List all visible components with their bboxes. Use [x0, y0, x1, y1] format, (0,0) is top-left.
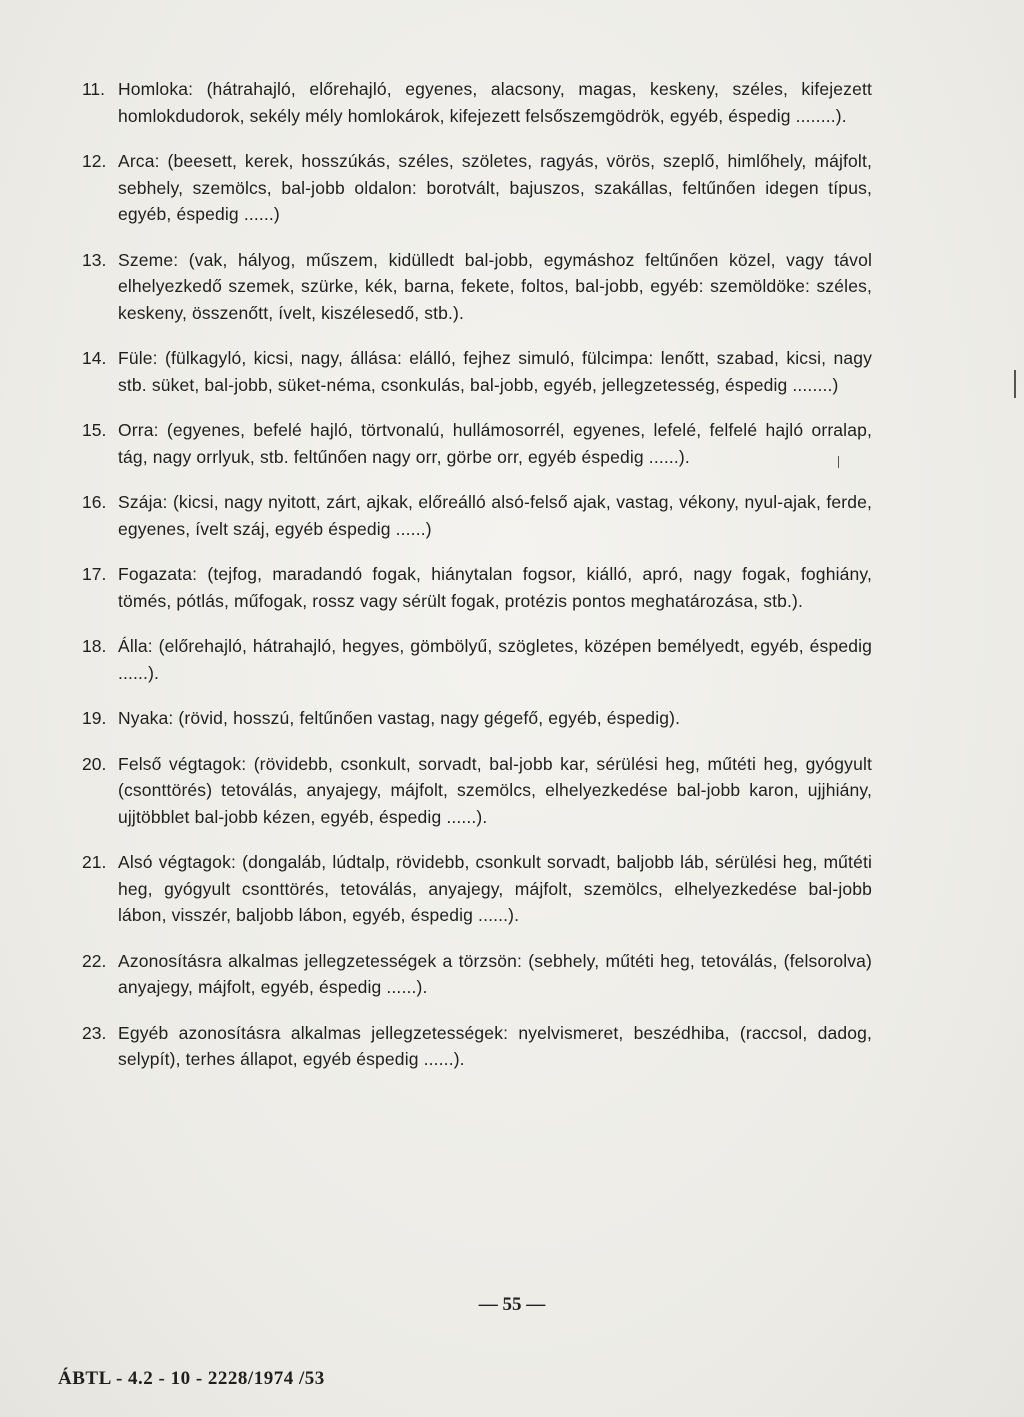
- list-item: [82, 705, 872, 732]
- list-item: [82, 948, 872, 1001]
- margin-mark: [1014, 370, 1016, 398]
- item-text: [118, 948, 872, 1001]
- item-number: 12.: [82, 151, 107, 171]
- list-item: [82, 76, 872, 129]
- item-text: [118, 148, 872, 228]
- item-number: 20.: [82, 753, 107, 774]
- item-body: (előrehajló, hátrahajló, hegyes, gömbölyű, szögletes, középen bemélyedt, egyéb, éspedig ......).: [118, 636, 873, 683]
- margin-mark: [838, 456, 839, 468]
- item-body: (rövidebb, csonkult, sorvadt, bal-jobb kar, sérülési heg, műtéti heg, gyógyult (csonttörés) tetoválás, anyajegy, májfolt, szemölcs, elhelyezkedése bal-jobb karon, ujjhiány, ujjtöbblet bal-jobb kézen, egyéb, éspedig ......).: [118, 753, 872, 827]
- list-item: [82, 417, 872, 470]
- list-item: [82, 1020, 872, 1073]
- list-item: [82, 849, 872, 929]
- list-item: [82, 489, 872, 542]
- list-item: [82, 247, 872, 327]
- item-heading: Szája:: [118, 492, 168, 512]
- item-body: (egyenes, befelé hajló, törtvonalú, hullámosorrél, egyenes, lefelé, felfelé hajló orralap, tág, nagy orrlyuk, stb. feltűnően nagy orr, görbe orr, egyéb éspedig ......).: [118, 420, 872, 467]
- item-number: 15.: [82, 420, 107, 440]
- item-number: 18.: [82, 636, 107, 656]
- item-body: (rövid, hosszú, feltűnően vastag, nagy gégefő, egyéb, éspedig).: [178, 708, 681, 728]
- page-number: — 55 —: [478, 1294, 546, 1315]
- item-text: [118, 561, 872, 614]
- item-heading: Alsó végtagok:: [118, 852, 236, 872]
- item-body: (beesett, kerek, hosszúkás, széles, szöletes, ragyás, vörös, szeplő, himlőhely, májfolt, sebhely, szemölcs, bal-jobb oldalon: borotvált, bajuszos, szakállas, feltűnően idegen típus, egyéb, éspedig ......): [118, 151, 872, 224]
- item-number: 11.: [82, 79, 106, 99]
- item-body: (sebhely, műtéti heg, tetoválás, (felsorolva) anyajegy, májfolt, egyéb, éspedig ......).: [118, 950, 872, 997]
- item-number: 23.: [82, 1022, 107, 1043]
- list-item: [82, 561, 872, 614]
- item-heading: Felső végtagok:: [118, 753, 247, 774]
- item-heading: Azonosításra alkalmas jellegzetességek a törzsön:: [118, 950, 523, 971]
- item-number: 16.: [82, 492, 107, 512]
- item-body: (vak, hályog, műszem, kidülledt bal-jobb, egymáshoz feltűnően közel, vagy távol elhelyezkedő szemek, szürke, kék, barna, fekete, foltos, bal-jobb, egyéb: szemöldöke: széles, keskeny, összenőtt, ívelt, kiszélesedő, stb.).: [118, 249, 872, 323]
- item-heading: Orra:: [118, 420, 159, 440]
- item-heading: Egyéb azonosításra alkalmas jellegzetességek:: [118, 1022, 509, 1043]
- item-body: (tejfog, maradandó fogak, hiánytalan fogsor, kiálló, apró, nagy fogak, foghiány, tömés, pótlás, műfogak, rossz vagy sérült fogak, protézis pontos meghatározása, stb.).: [118, 564, 872, 611]
- item-body: (dongaláb, lúdtalp, rövidebb, csonkult sorvadt, baljobb láb, sérülési heg, műtéti heg, gyógyult csonttörés, tetoválás, anyajegy, májfolt, szemölcs, elhelyezkedése bal-jobb lábon, visszér, baljobb lábon, egyéb, éspedig ......).: [118, 852, 873, 925]
- item-text: [118, 417, 872, 470]
- item-text: [118, 345, 872, 398]
- item-body: (kicsi, nagy nyitott, zárt, ajkak, előreálló alsó-felső ajak, vastag, vékony, nyul-ajak, ferde, egyenes, ívelt száj, egyéb éspedig ......): [118, 492, 872, 539]
- item-heading: Füle:: [118, 348, 158, 368]
- item-body: (hátrahajló, előrehajló, egyenes, alacsony, magas, keskeny, széles, kifejezett homlokdudorok, sekély mély homlokárok, kifejezett felsőszemgödrök, egyéb, éspedig ........).: [118, 79, 872, 126]
- archive-reference: ÁBTL - 4.2 - 10 - 2228/1974 /53: [58, 1368, 325, 1389]
- item-heading: Álla:: [118, 636, 153, 656]
- item-text: [118, 247, 872, 327]
- item-heading: Homloka:: [118, 79, 194, 99]
- item-body: (fülkagyló, kicsi, nagy, állása: elálló, fejhez simuló, fülcimpa: lenőtt, szabad, kicsi, nagy stb. süket, bal-jobb, süket-néma, csonkulás, bal-jobb, egyéb, jellegzetesség, éspedig ........): [118, 348, 873, 395]
- document-body: [82, 76, 872, 1092]
- item-text: [118, 489, 872, 542]
- item-heading: Fogazata:: [118, 564, 198, 584]
- item-text: [118, 633, 872, 686]
- item-number: 13.: [82, 249, 107, 270]
- item-number: 21.: [82, 852, 107, 872]
- list-item: [82, 148, 872, 228]
- item-text: [118, 76, 872, 129]
- item-number: 19.: [82, 708, 107, 728]
- list-item: [82, 633, 872, 686]
- item-text: [118, 751, 872, 831]
- item-body: nyelvismeret, beszédhiba, (raccsol, dadog, selypít), terhes állapot, egyéb éspedig ......).: [118, 1022, 872, 1069]
- item-number: 17.: [82, 564, 107, 584]
- item-heading: Szeme:: [118, 249, 179, 270]
- item-number: 14.: [82, 348, 107, 368]
- list-item: [82, 345, 872, 398]
- item-heading: Nyaka:: [118, 708, 174, 728]
- item-text: [118, 849, 872, 929]
- item-heading: Arca:: [118, 151, 160, 171]
- item-text: [118, 705, 872, 732]
- list-item: [82, 751, 872, 831]
- item-text: [118, 1020, 872, 1073]
- item-number: 22.: [82, 950, 107, 971]
